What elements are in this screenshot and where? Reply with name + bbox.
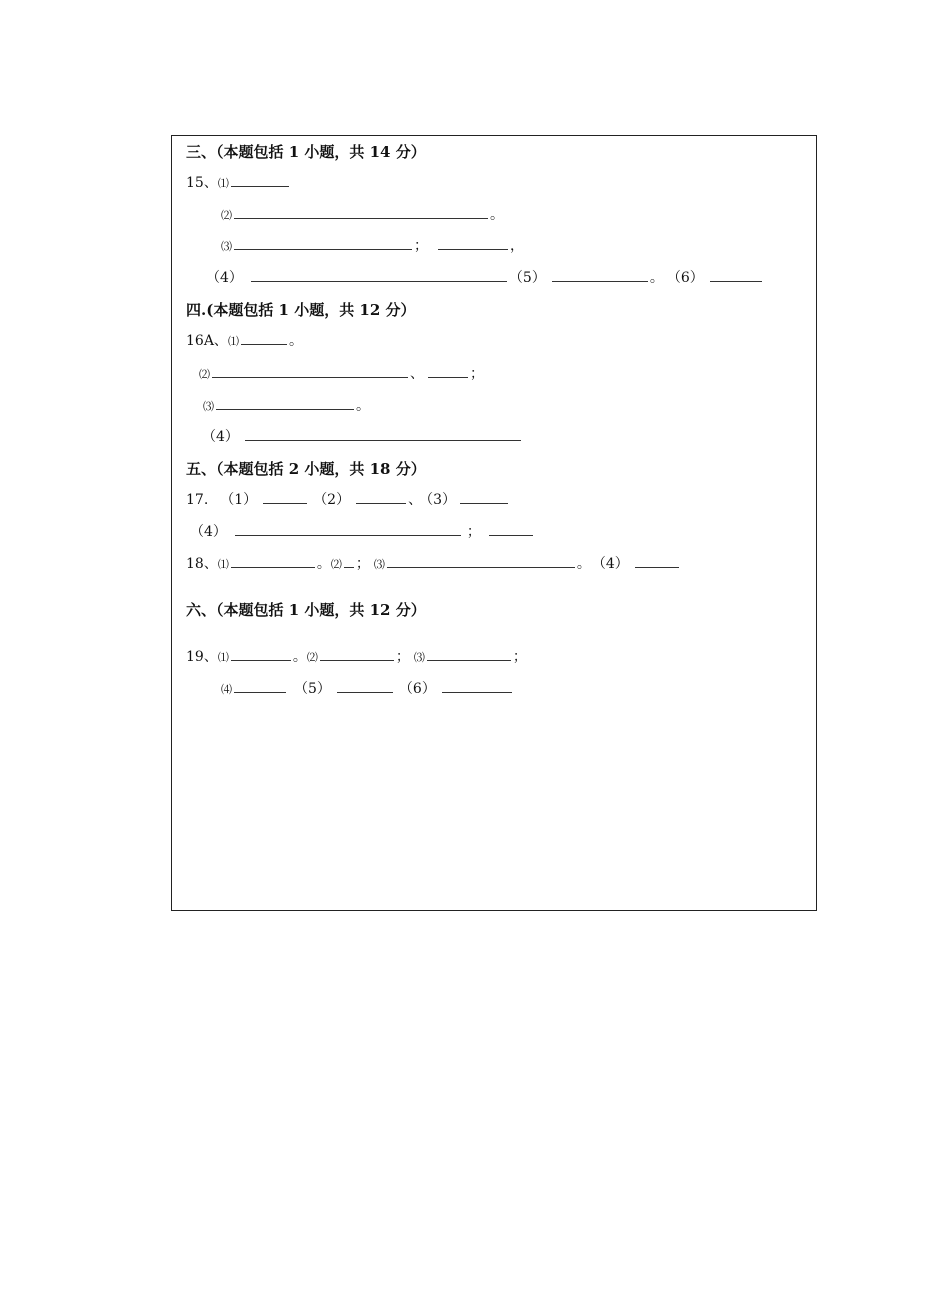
q18-p2-blank[interactable] (344, 566, 354, 568)
q16-p1-label: ⑴ (227, 335, 239, 348)
section-6-heading: 六、（本题包括 1 小题，共 12 分） (186, 601, 426, 619)
q17-p4-blank-a[interactable] (235, 534, 461, 536)
q16-p1-blank[interactable] (241, 343, 287, 345)
q16-p2-sep: 、 (410, 366, 424, 382)
q18-p3-end: 。 (576, 556, 591, 572)
q18-p1-label: ⑴ (217, 558, 229, 571)
q18-p1-end: 。 (316, 556, 331, 572)
q17-line-1 (186, 491, 510, 509)
q19-p5-label: （5） (294, 681, 331, 697)
q15-line-1 (186, 174, 291, 193)
q16-line-4 (202, 428, 523, 446)
q19-p6-blank[interactable] (442, 691, 512, 693)
q17-p2-label: （2） (313, 492, 351, 508)
answer-sheet-frame (171, 135, 817, 911)
q16-line-1 (186, 332, 303, 351)
q15-line-3 (221, 237, 524, 256)
q19-number: 19、 (186, 649, 218, 665)
q15-p5-label: （5） (508, 270, 546, 286)
q19-p5-blank[interactable] (337, 691, 393, 693)
q19-p2-label: ⑵ (306, 651, 318, 664)
q15-p6-label: （6） (673, 270, 704, 286)
q19-p3-label: ⑶ (413, 651, 425, 664)
q16-p2-blank-a[interactable] (212, 376, 408, 378)
q17-p1-label: （1） (220, 492, 258, 508)
q17-p1-blank[interactable] (263, 502, 307, 504)
q19-p4-blank[interactable] (234, 691, 286, 693)
q16-number: 16A、 (186, 333, 228, 349)
q15-p3-sep: ； (414, 238, 428, 254)
q19-line-2 (221, 680, 514, 699)
q19-p2-end: ； (395, 649, 410, 665)
q18-p4-label: （4） (598, 556, 629, 572)
q19-p6-label: （6） (398, 681, 436, 697)
q18-line-1 (186, 555, 681, 574)
q17-p3-blank[interactable] (460, 502, 508, 504)
q19-p1-end: 。 (292, 649, 307, 665)
q16-p3-blank[interactable] (216, 408, 354, 410)
q16-p2-end: ； (470, 366, 484, 382)
q15-p3-blank-a[interactable] (234, 248, 412, 250)
q15-p3-end: ， (510, 238, 524, 254)
q15-line-2 (221, 206, 504, 225)
q18-p2-label: ⑵ (330, 558, 342, 571)
q19-p2-blank[interactable] (320, 659, 394, 661)
q15-p2-end: 。 (490, 207, 504, 223)
q17-p4-blank-b[interactable] (489, 534, 533, 536)
q15-p1-label: ⑴ (217, 177, 229, 190)
q19-p3-end: ； (512, 649, 527, 665)
q19-p3-blank[interactable] (427, 659, 511, 661)
section-5-heading: 五、（本题包括 2 小题，共 18 分） (186, 460, 426, 478)
section-4-heading: 四.(本题包括 1 小题，共 12 分） (186, 301, 416, 319)
q18-p2-end: ； (355, 556, 370, 572)
q15-p2-blank[interactable] (234, 217, 488, 219)
q16-p2-blank-b[interactable] (428, 376, 468, 378)
q18-number: 18、 (186, 556, 218, 572)
q16-p4-label: （4） (202, 429, 239, 445)
q16-line-2 (199, 365, 484, 384)
q18-p4-blank[interactable] (635, 566, 679, 568)
q17-number: 17. (186, 492, 209, 508)
q18-p1-blank[interactable] (231, 566, 315, 568)
q15-number: 15、 (186, 175, 218, 191)
q16-p4-blank[interactable] (245, 439, 521, 441)
q15-p3-blank-b[interactable] (438, 248, 508, 250)
q17-p2-sep: 、 (408, 492, 423, 508)
section-3-heading: 三、（本题包括 1 小题，共 14 分） (186, 143, 426, 161)
q16-p3-end: 。 (356, 398, 370, 414)
q15-p2-label: ⑵ (221, 209, 232, 222)
q17-p3-label: （3） (426, 492, 457, 508)
q15-p6-blank[interactable] (710, 280, 762, 282)
q16-p2-label: ⑵ (199, 368, 210, 381)
q17-line-2 (190, 523, 535, 541)
q19-p1-blank[interactable] (231, 659, 291, 661)
q15-p1-blank[interactable] (231, 185, 289, 187)
q17-p4-label: （4） (190, 524, 227, 540)
q15-line-4 (206, 269, 764, 287)
q17-p2-blank[interactable] (356, 502, 406, 504)
q18-p3-label: ⑶ (373, 558, 385, 571)
q15-p4-label: （4） (206, 270, 243, 286)
q19-p1-label: ⑴ (217, 651, 229, 664)
q16-p3-label: ⑶ (203, 400, 214, 413)
q16-line-3 (203, 397, 370, 416)
q19-line-1 (186, 648, 527, 667)
q16-p1-end: 。 (288, 333, 303, 349)
q15-p5-end: 。 (649, 270, 664, 286)
q19-p4-label: ⑷ (221, 683, 232, 696)
q15-p4-blank[interactable] (251, 280, 507, 282)
q15-p5-blank[interactable] (552, 280, 648, 282)
q17-p4-sep: ； (466, 524, 481, 540)
q15-p3-label: ⑶ (221, 240, 232, 253)
q18-p3-blank[interactable] (387, 566, 575, 568)
